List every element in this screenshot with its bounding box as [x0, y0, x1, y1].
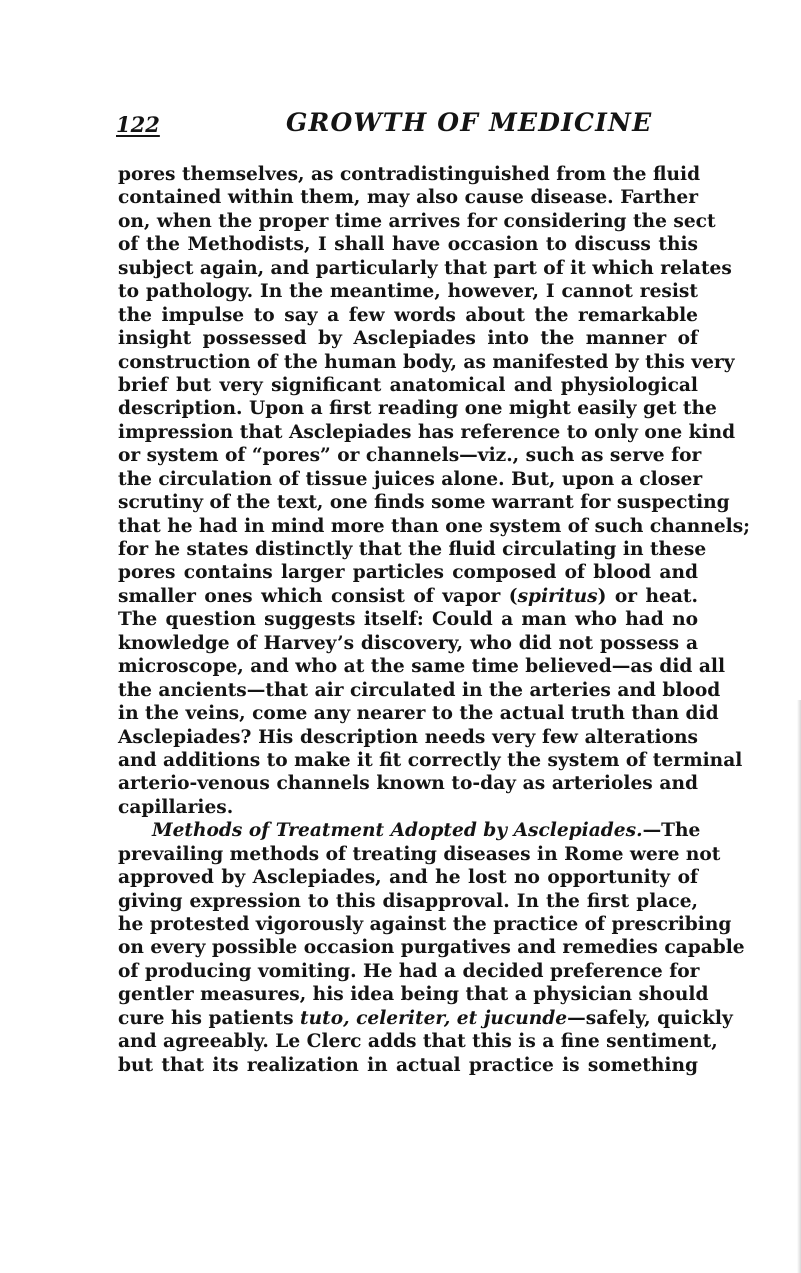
text-line: the impulse to say a few words about the remarkable: [118, 304, 698, 326]
text-line: but that its realization in actual practice is something: [118, 1054, 698, 1076]
text-line: on every possible occasion purgatives and remedies capable: [118, 937, 745, 959]
text-fragment: cure his patients: [118, 1007, 301, 1029]
latin-term-spiritus: spiritus: [517, 585, 598, 607]
running-head: GROWTH OF MEDICINE: [286, 108, 653, 137]
text-line: that he had in mind more than one system of such channels;: [118, 515, 751, 537]
page-header: [116, 108, 696, 148]
text-line-spiritus: [118, 585, 698, 608]
text-line: gentler measures, his idea being that a physician should: [118, 984, 709, 1006]
text-fragment: —The: [642, 820, 701, 842]
text-line: or system of “pores” or channels—viz., such as serve for: [118, 445, 702, 467]
text-line: subject again, and particularly that part of it which relates: [118, 257, 732, 279]
text-line: and agreeably. Le Clerc adds that this is a fine sentiment,: [118, 1031, 718, 1053]
text-line: knowledge of Harvey’s discovery, who did not possess a: [118, 632, 698, 654]
text-line: for he states distinctly that the fluid circulating in these: [118, 539, 707, 560]
text-line: he protested vigorously against the practice of prescribing: [118, 914, 732, 935]
text-line-paragraph-end: capillaries.: [118, 796, 234, 818]
text-line: arterio-venous channels known to-day as arterioles and: [118, 773, 698, 795]
text-line-latin: [118, 1007, 733, 1030]
body-text: [118, 163, 751, 1077]
text-line: The question suggests itself: Could a man who had no: [118, 609, 698, 631]
text-line: description. Upon a first reading one might easily get the: [118, 398, 717, 420]
text-line: pores contains larger particles composed of blood and: [118, 562, 698, 584]
latin-phrase: tuto, celeriter, et jucunde: [300, 1007, 568, 1029]
text-line: brief but very significant anatomical and physiological: [118, 374, 698, 396]
text-line: pores themselves, as contradistinguished from the fluid: [118, 164, 701, 185]
text-line: microscope, and who at the same time believed—as did all: [118, 656, 726, 678]
text-line: on, when the proper time arrives for considering the sect: [118, 210, 716, 232]
text-line: contained within them, may also cause disease. Farther: [118, 187, 698, 209]
text-line: of the Methodists, I shall have occasion to discuss this: [118, 234, 698, 256]
text-fragment: —safely, quickly: [567, 1007, 733, 1029]
text-line: giving expression to this disapproval. In the first place,: [118, 890, 698, 912]
text-line: to pathology. In the meantime, however, I cannot resist: [118, 281, 698, 303]
text-line: the ancients—that air circulated in the arteries and blood: [118, 679, 721, 701]
section-heading-line: [118, 819, 701, 842]
page-number: 122: [116, 112, 160, 137]
text-line: construction of the human body, as manifested by this very: [118, 351, 735, 373]
text-line: of producing vomiting. He had a decided preference for: [118, 960, 700, 982]
text-fragment: ) or heat.: [597, 585, 698, 607]
text-line: impression that Asclepiades has reference to only one kind: [118, 421, 736, 443]
text-line: Asclepiades? His description needs very few alterations: [118, 726, 698, 748]
text-line: insight possessed by Asclepiades into the manner of: [118, 328, 698, 350]
text-line: the circulation of tissue juices alone. But, upon a closer: [118, 468, 703, 490]
page-edge-shadow: [797, 700, 801, 1273]
text-line: in the veins, come any nearer to the actual truth than did: [118, 703, 719, 725]
text-line: prevailing methods of treating diseases in Rome were not: [118, 843, 721, 865]
text-line: approved by Asclepiades, and he lost no opportunity of: [118, 867, 698, 889]
text-line: and additions to make it fit correctly the system of terminal: [118, 749, 743, 771]
text-line: scrutiny of the text, one finds some warrant for suspecting: [118, 492, 730, 514]
section-title: Methods of Treatment Adopted by Asclepiades.: [152, 820, 643, 842]
text-fragment: smaller ones which consist of vapor (: [118, 585, 518, 607]
